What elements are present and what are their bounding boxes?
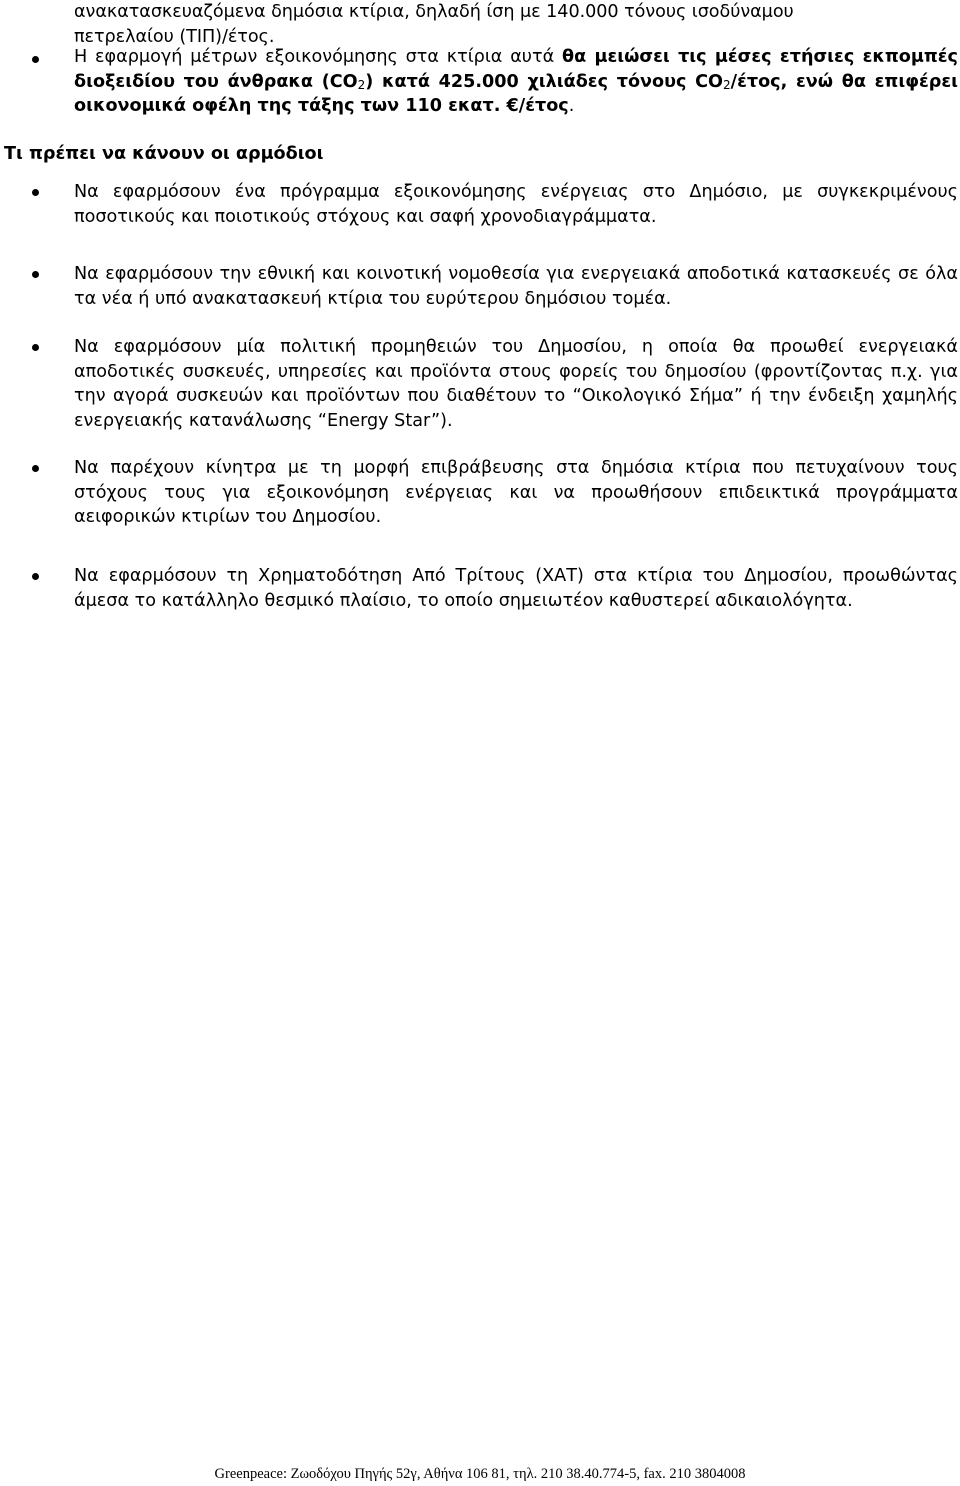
intro-continuation bbox=[74, 0, 958, 49]
emissions-bullet bbox=[74, 45, 958, 119]
bullet-icon bbox=[32, 573, 39, 580]
bullet-icon bbox=[32, 344, 39, 351]
co2-subscript: 2 bbox=[723, 77, 731, 92]
emissions-text-intro: Η εφαρμογή μέτρων εξοικονόμησης στα κτίρια αυτά bbox=[74, 47, 562, 67]
action-item: Να εφαρμόσουν ένα πρόγραμμα εξοικονόμησης ενέργειας στο Δημόσιο, με συγκεκριμένους ποσοτικούς και ποιοτικούς στόχους και σαφή χρονοδιαγράμματα. bbox=[74, 182, 958, 227]
bullet-icon bbox=[32, 56, 39, 63]
emissions-bold-1: θα μειώσει τις μέσες ετήσιες εκπομπές διοξειδίου του άνθρακα (CO bbox=[74, 47, 958, 92]
intro-continuation-line1: ανακατασκευαζόμενα δημόσια κτίρια, δηλαδή ίση με 140.000 τόνους ισοδύναμου bbox=[74, 2, 794, 22]
emissions-bold-3: /έτος, ενώ θα επιφέρει οικονομικά οφέλη της τάξης των 110 εκατ. €/έτος bbox=[74, 71, 958, 116]
intro-continuation-line2: πετρελαίου (ΤΙΠ)/έτος. bbox=[74, 26, 275, 47]
co2-subscript: 2 bbox=[357, 77, 366, 92]
emissions-bold-2: ) κατά 425.000 χιλιάδες τόνους CO bbox=[365, 71, 723, 92]
action-item: Να παρέχουν κίνητρα με τη μορφή επιβράβευσης στα δημόσια κτίρια που πετυχαίνουν τους στόχους τους για εξοικονόμηση ενέργειας και να προωθήσουν επιδεικτικά προγράμματα αειφορικών κτιρίων του Δημοσίου. bbox=[74, 458, 958, 527]
action-item: Να εφαρμόσουν την εθνική και κοινοτική νομοθεσία για ενεργειακά αποδοτικά κατασκευές σε όλα τα νέα ή υπό ανακατασκευή κτίρια του ευρύτερου δημόσιου τομέα. bbox=[74, 264, 958, 309]
bullet-icon bbox=[32, 465, 39, 472]
action-item: Να εφαρμόσουν μία πολιτική προμηθειών του Δημοσίου, η οποία θα προωθεί ενεργειακά αποδοτικές συσκευές, υπηρεσίες και προϊόντα στους φορείς του δημοσίου (φροντίζοντας π.χ. για την αγορά συσκευών και προϊόντων που διαθέτουν το “Οικολογικό Σήμα” ή την ένδειξη χαμηλής ενεργειακής κατανάλωσης “Energy Star”). bbox=[74, 337, 958, 431]
bullet-icon bbox=[32, 189, 39, 196]
page-footer: Greenpeace: Ζωοδόχου Πηγής 52γ, Αθήνα 106 81, τηλ. 210 38.40.774-5, fax. 210 3804008 bbox=[214, 1466, 746, 1482]
bullet-icon bbox=[32, 271, 39, 278]
emissions-text-end: . bbox=[568, 96, 575, 116]
action-item: Να εφαρμόσουν τη Χρηματοδότηση Από Τρίτους (ΧΑΤ) στα κτίρια του Δημοσίου, προωθώντας άμεσα το κατάλληλο θεσμικό πλαίσιο, το οποίο σημειωτέον καθυστερεί αδικαιολόγητα. bbox=[74, 566, 958, 611]
section-heading: Τι πρέπει να κάνουν οι αρμόδιοι bbox=[4, 144, 324, 164]
